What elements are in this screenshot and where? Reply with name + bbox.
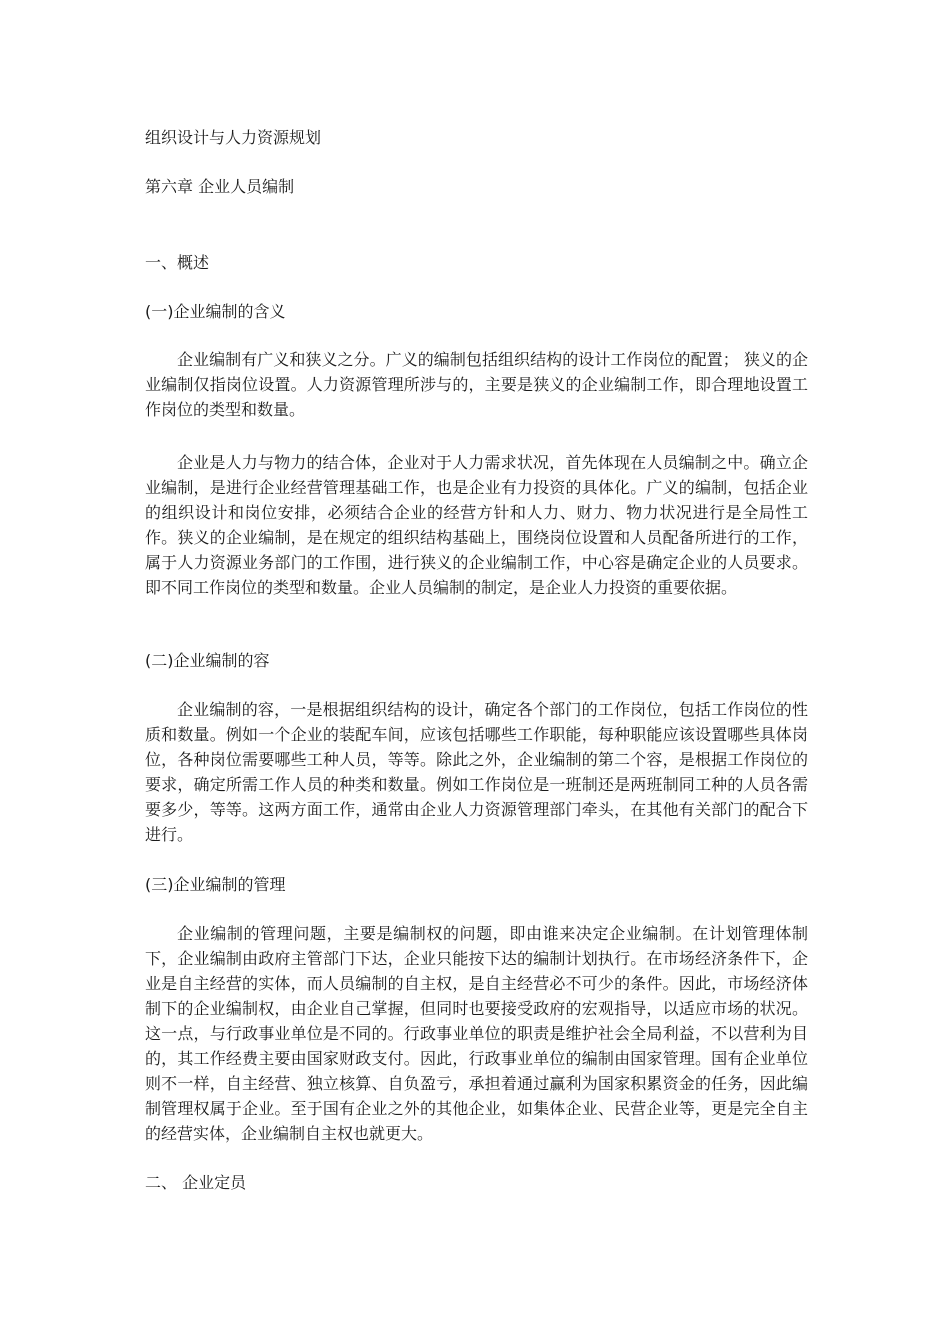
chapter-heading: 第六章 企业人员编制 bbox=[145, 177, 295, 196]
section-heading-staffing-quota: 二、 企业定员 bbox=[145, 1173, 247, 1192]
section-heading-overview: 一、概述 bbox=[145, 253, 210, 272]
paragraph-content: 企业编制的容，一是根据组织结构的设计，确定各个部门的工作岗位，包括工作岗位的性质和数量。例如一个企业的装配车间，应该包括哪些工作职能，每种职能应该设置哪些具体岗位，各种岗位需要哪些工种人员，等等。除此之外，企业编制的第二个容，是根据工作岗位的要求，确定所需工作人员的种类和数量。例如工作岗位是一班制还是两班制同工种的人员各需要多少，等等。这两方面工作，通常由企业人力资源管理部门牵头，在其他有关部门的配合下进行。 bbox=[145, 700, 808, 844]
document-title: 组织设计与人力资源规划 bbox=[145, 128, 322, 147]
paragraph-meaning: 企业编制有广义和狭义之分。广义的编制包括组织结构的设计工作岗位的配置； 狭义的企业编制仅指岗位设置。人力资源管理所涉与的，主要是狭义的企业编制工作，即合理地设置工作岗位的类型和数量。 bbox=[145, 350, 808, 419]
subsection-heading-management: (三)企业编制的管理 bbox=[145, 875, 286, 894]
paragraph-enterprise-staffing: 企业是人力与物力的结合体，企业对于人力需求状况，首先体现在人员编制之中。确立企业编制，是进行企业经营管理基础工作，也是企业有力投资的具体化。广义的编制，包括企业的组织设计和岗位安排，必须结合企业的经营方针和人力、财力、物力状况进行是全局性工作。狭义的企业编制，是在规定的组织结构基础上，围绕岗位设置和人员配备所进行的工作，属于人力资源业务部门的工作围，进行狭义的企业编制工作，中心容是确定企业的人员要求。即不同工作岗位的类型和数量。企业人员编制的制定，是企业人力投资的重要依据。 bbox=[145, 453, 808, 597]
subsection-heading-meaning: (一)企业编制的含义 bbox=[145, 302, 286, 321]
subsection-heading-content: (二)企业编制的容 bbox=[145, 651, 270, 670]
paragraph-management: 企业编制的管理问题，主要是编制权的问题，即由谁来决定企业编制。在计划管理体制下，企业编制由政府主管部门下达，企业只能按下达的编制计划执行。在市场经济条件下，企业是自主经营的实体，而人员编制的自主权，是自主经营必不可少的条件。因此，市场经济体制下的企业编制权，由企业自己掌握，但同时也要接受政府的宏观指导，以适应市场的状况。这一点，与行政事业单位是不同的。行政事业单位的职责是维护社会全局利益，不以营利为目的，其工作经费主要由国家财政支付。因此，行政事业单位的编制由国家管理。国有企业单位则不一样，自主经营、独立核算、自负盈亏，承担着通过赢利为国家积累资金的任务，因此编制管理权属于企业。至于国有企业之外的其他企业，如集体企业、民营企业等，更是完全自主的经营实体，企业编制自主权也就更大。 bbox=[145, 924, 808, 1143]
